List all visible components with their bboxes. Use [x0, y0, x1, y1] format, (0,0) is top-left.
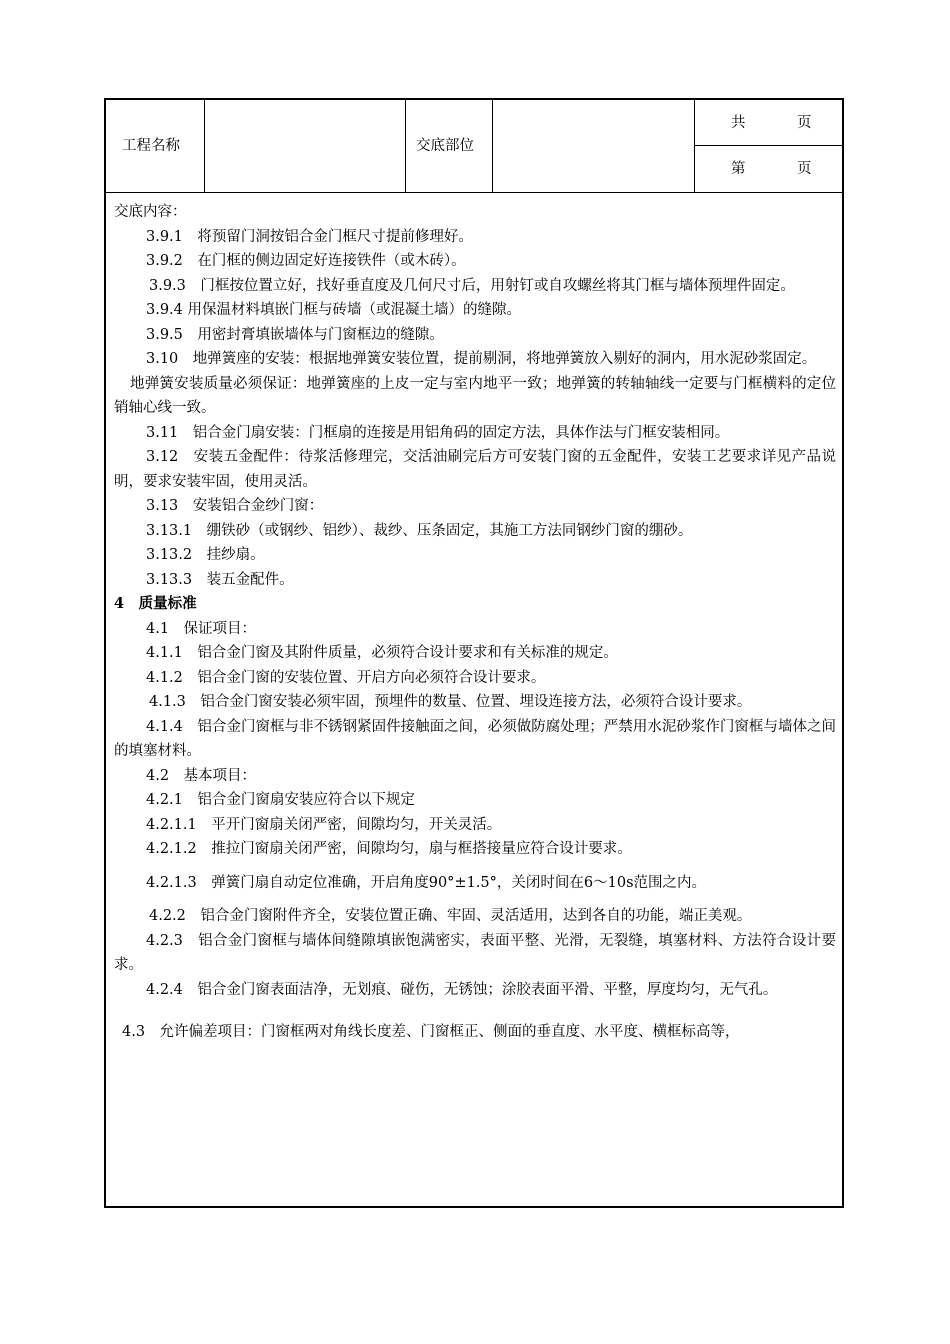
disclosure-form	[104, 98, 844, 1208]
page-number-prefix: 第	[731, 161, 746, 177]
content-line: 4.1.2 铝合金门窗的安装位置、开启方向必须符合设计要求。	[146, 669, 546, 686]
content-line: 4.2.2 铝合金门窗附件齐全，安装位置正确、牢固、灵活适用，达到各自的功能，端正美观。	[149, 908, 752, 924]
content-line: 4.1.1 铝合金门窗及其附件质量，必须符合设计要求和有关标准的规定。	[146, 645, 618, 661]
total-pages	[694, 113, 842, 133]
section-heading: 4 质量标准	[114, 595, 197, 612]
content-line: 3.9.1 将预留门洞按铝合金门框尺寸提前修理好。	[146, 228, 473, 245]
content-line: 4.2.3 铝合金门窗框与墙体间缝隙填嵌饱满密实，表面平整、光滑，无裂缝，填塞材料、方法符合设计要求。	[114, 932, 836, 973]
content-line: 地弹簧安装质量必须保证：地弹簧座的上皮一定与室内地平一致；地弹簧的转轴轴线一定要与门框横料的定位销轴心线一致。	[114, 375, 836, 416]
header-row	[106, 100, 842, 193]
content-line: 3.9.4 用保温材料填嵌门框与砖墙（或混凝土墙）的缝隙。	[146, 302, 522, 318]
total-pages-suffix: 页	[797, 115, 812, 131]
content-line: 4.1.3 铝合金门窗安装必须牢固，预埋件的数量、位置、埋设连接方法，必须符合设计要求。	[149, 694, 752, 710]
content-line: 4.1.4 铝合金门窗框与非不锈钢紧固件接触面之间，必须做防腐处理；严禁用水泥砂浆作门窗框与墙体之间的填塞材料。	[114, 718, 836, 759]
content-line: 4.3 允许偏差项目：门窗框两对角线长度差、门窗框正、侧面的垂直度、水平度、横框标高等，	[122, 1024, 740, 1040]
divider	[492, 100, 493, 192]
content-line: 3.9.2 在门框的侧边固定好连接铁件（或木砖）。	[146, 253, 466, 269]
project-name-label: 工程名称	[122, 138, 180, 154]
content-line: 4.2.1.1 平开门窗扇关闭严密，间隙均匀，开关灵活。	[146, 816, 502, 833]
content-line: 3.13.1 绷铁砂（或钢纱、铝纱）、裁纱、压条固定，其施工方法同钢纱门窗的绷砂。	[146, 522, 693, 539]
content-line: 3.11 铝合金门扇安装：门框扇的连接是用铝角码的固定方法，具体作法与门框安装相同。	[146, 424, 730, 441]
divider	[405, 100, 406, 192]
content-line: 3.9.5 用密封膏填嵌墙体与门窗框边的缝隙。	[146, 326, 444, 343]
content-line: 3.13 安装铝合金纱门窗：	[146, 498, 324, 514]
page-number	[694, 159, 842, 179]
divider	[204, 100, 205, 192]
disclosure-content	[114, 200, 836, 1045]
content-line: 4.2.1.3 弹簧门扇自动定位准确，开启角度90°±1.5°，关闭时间在6～10s范围之内。	[146, 874, 707, 891]
content-line: 3.13.3 装五金配件。	[146, 571, 294, 588]
total-pages-prefix: 共	[731, 115, 746, 131]
content-line: 4.2 基本项目：	[146, 767, 257, 784]
page-number-suffix: 页	[797, 161, 812, 177]
content-line: 3.10 地弹簧座的安装：根据地弹簧安装位置，提前剔洞，将地弹簧放入剔好的洞内，用水泥砂浆固定。	[146, 351, 817, 367]
location-label: 交底部位	[416, 138, 474, 154]
divider	[694, 145, 842, 146]
content-line: 4.2.1 铝合金门窗扇安装应符合以下规定	[146, 792, 415, 808]
content-line: 4.2.4 铝合金门窗表面洁净，无划痕、碰伤，无锈蚀；涂胶表面平滑、平整，厚度均匀，无气孔。	[146, 981, 778, 998]
content-line: 3.12 安装五金配件：待浆活修理完，交活油刷完后方可安装门窗的五金配件，安装工艺要求详见产品说明，要求安装牢固，使用灵活。	[114, 449, 836, 490]
content-line: 4.1 保证项目：	[146, 620, 257, 637]
content-line: 3.13.2 挂纱扇。	[146, 547, 265, 563]
content-line: 3.9.3 门框按位置立好，找好垂直度及几何尺寸后，用射钉或自攻螺丝将其门框与墙体预埋件固定。	[149, 277, 795, 294]
content-line: 4.2.1.2 推拉门窗扇关闭严密，间隙均匀，扇与框搭接量应符合设计要求。	[146, 841, 632, 857]
content-heading: 交底内容：	[114, 204, 187, 220]
